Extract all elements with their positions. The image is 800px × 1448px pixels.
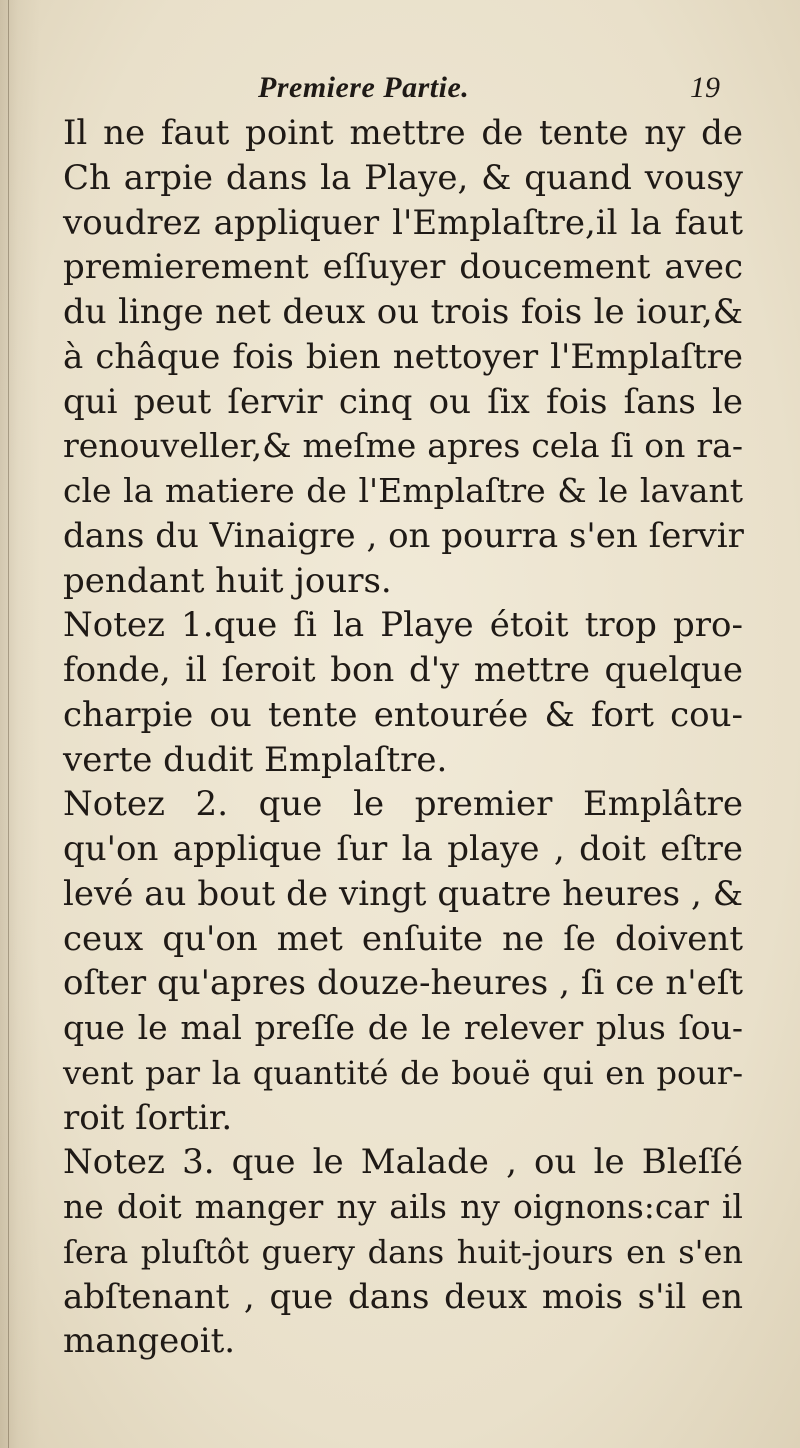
text-line: dans du Vinaigre , on pourra s'en ſervir [63,515,744,556]
text-line: vent par la quantité de bouë qui en pour- [63,1053,743,1092]
body-text [63,111,743,1364]
text-line: ceux qu'on met enſuite ne ſe doivent [63,918,743,959]
text-line: à châque fois bien nettoyer l'Emplaſtre [63,336,743,377]
text-line: qu'on applique ſur la playe , doit eſtre [63,829,743,869]
text-line: roit ſortir. [63,1097,233,1138]
text-line: Il ne faut point mettre de tente ny de [63,113,743,153]
text-line: ſera pluſtôt guery dans huit-jours en s'en [63,1232,743,1271]
text-line: du linge net deux ou trois fois le iour,& [63,292,743,332]
text-line: renouveller,& meſme apres cela ſi on ra- [63,426,743,466]
text-line: cle la matiere de l'Emplaſtre & le lavant [63,471,743,510]
text-line: que le mal preſſe de le relever plus ſou- [63,1008,743,1047]
text-line: voudrez appliquer l'Emplaſtre,il la faut [63,202,743,243]
running-head: Premiere Partie. [258,71,470,104]
text-line: Notez 1.que ſi la Playe étoit trop pro- [63,605,743,646]
text-line: oſter qu'apres douze-heures , ſi ce n'eſt [63,963,743,1004]
text-line: ne doit manger ny ails ny oignons:car il [63,1187,743,1226]
text-line: fonde, il ſeroit bon d'y mettre quelque [63,650,743,690]
text-line: charpie ou tente entourée & fort cou- [63,694,743,735]
text-line: levé au bout de vingt quatre heures , & [63,873,743,914]
page-number: 19 [690,71,720,104]
text-line: verte dudit Emplaſtre. [63,739,448,780]
text-line: abſtenant , que dans deux mois s'il en [63,1276,743,1317]
text-line: mangeoit. [63,1321,236,1362]
text-line: qui peut ſervir cinq ou ſix fois ſans le [63,381,743,422]
page-gutter-edge [8,0,9,1448]
text-line: pendant huit jours. [63,560,392,601]
page-header [0,68,800,108]
text-line: premierement eſſuyer doucement avec [63,247,743,288]
text-line: Notez 3. que le Malade , ou le Bleſſé [63,1142,743,1183]
text-line: Ch arpie dans la Playe, & quand vousy [63,157,743,198]
text-line: Notez 2. que le premier Emplâtre [63,784,743,825]
